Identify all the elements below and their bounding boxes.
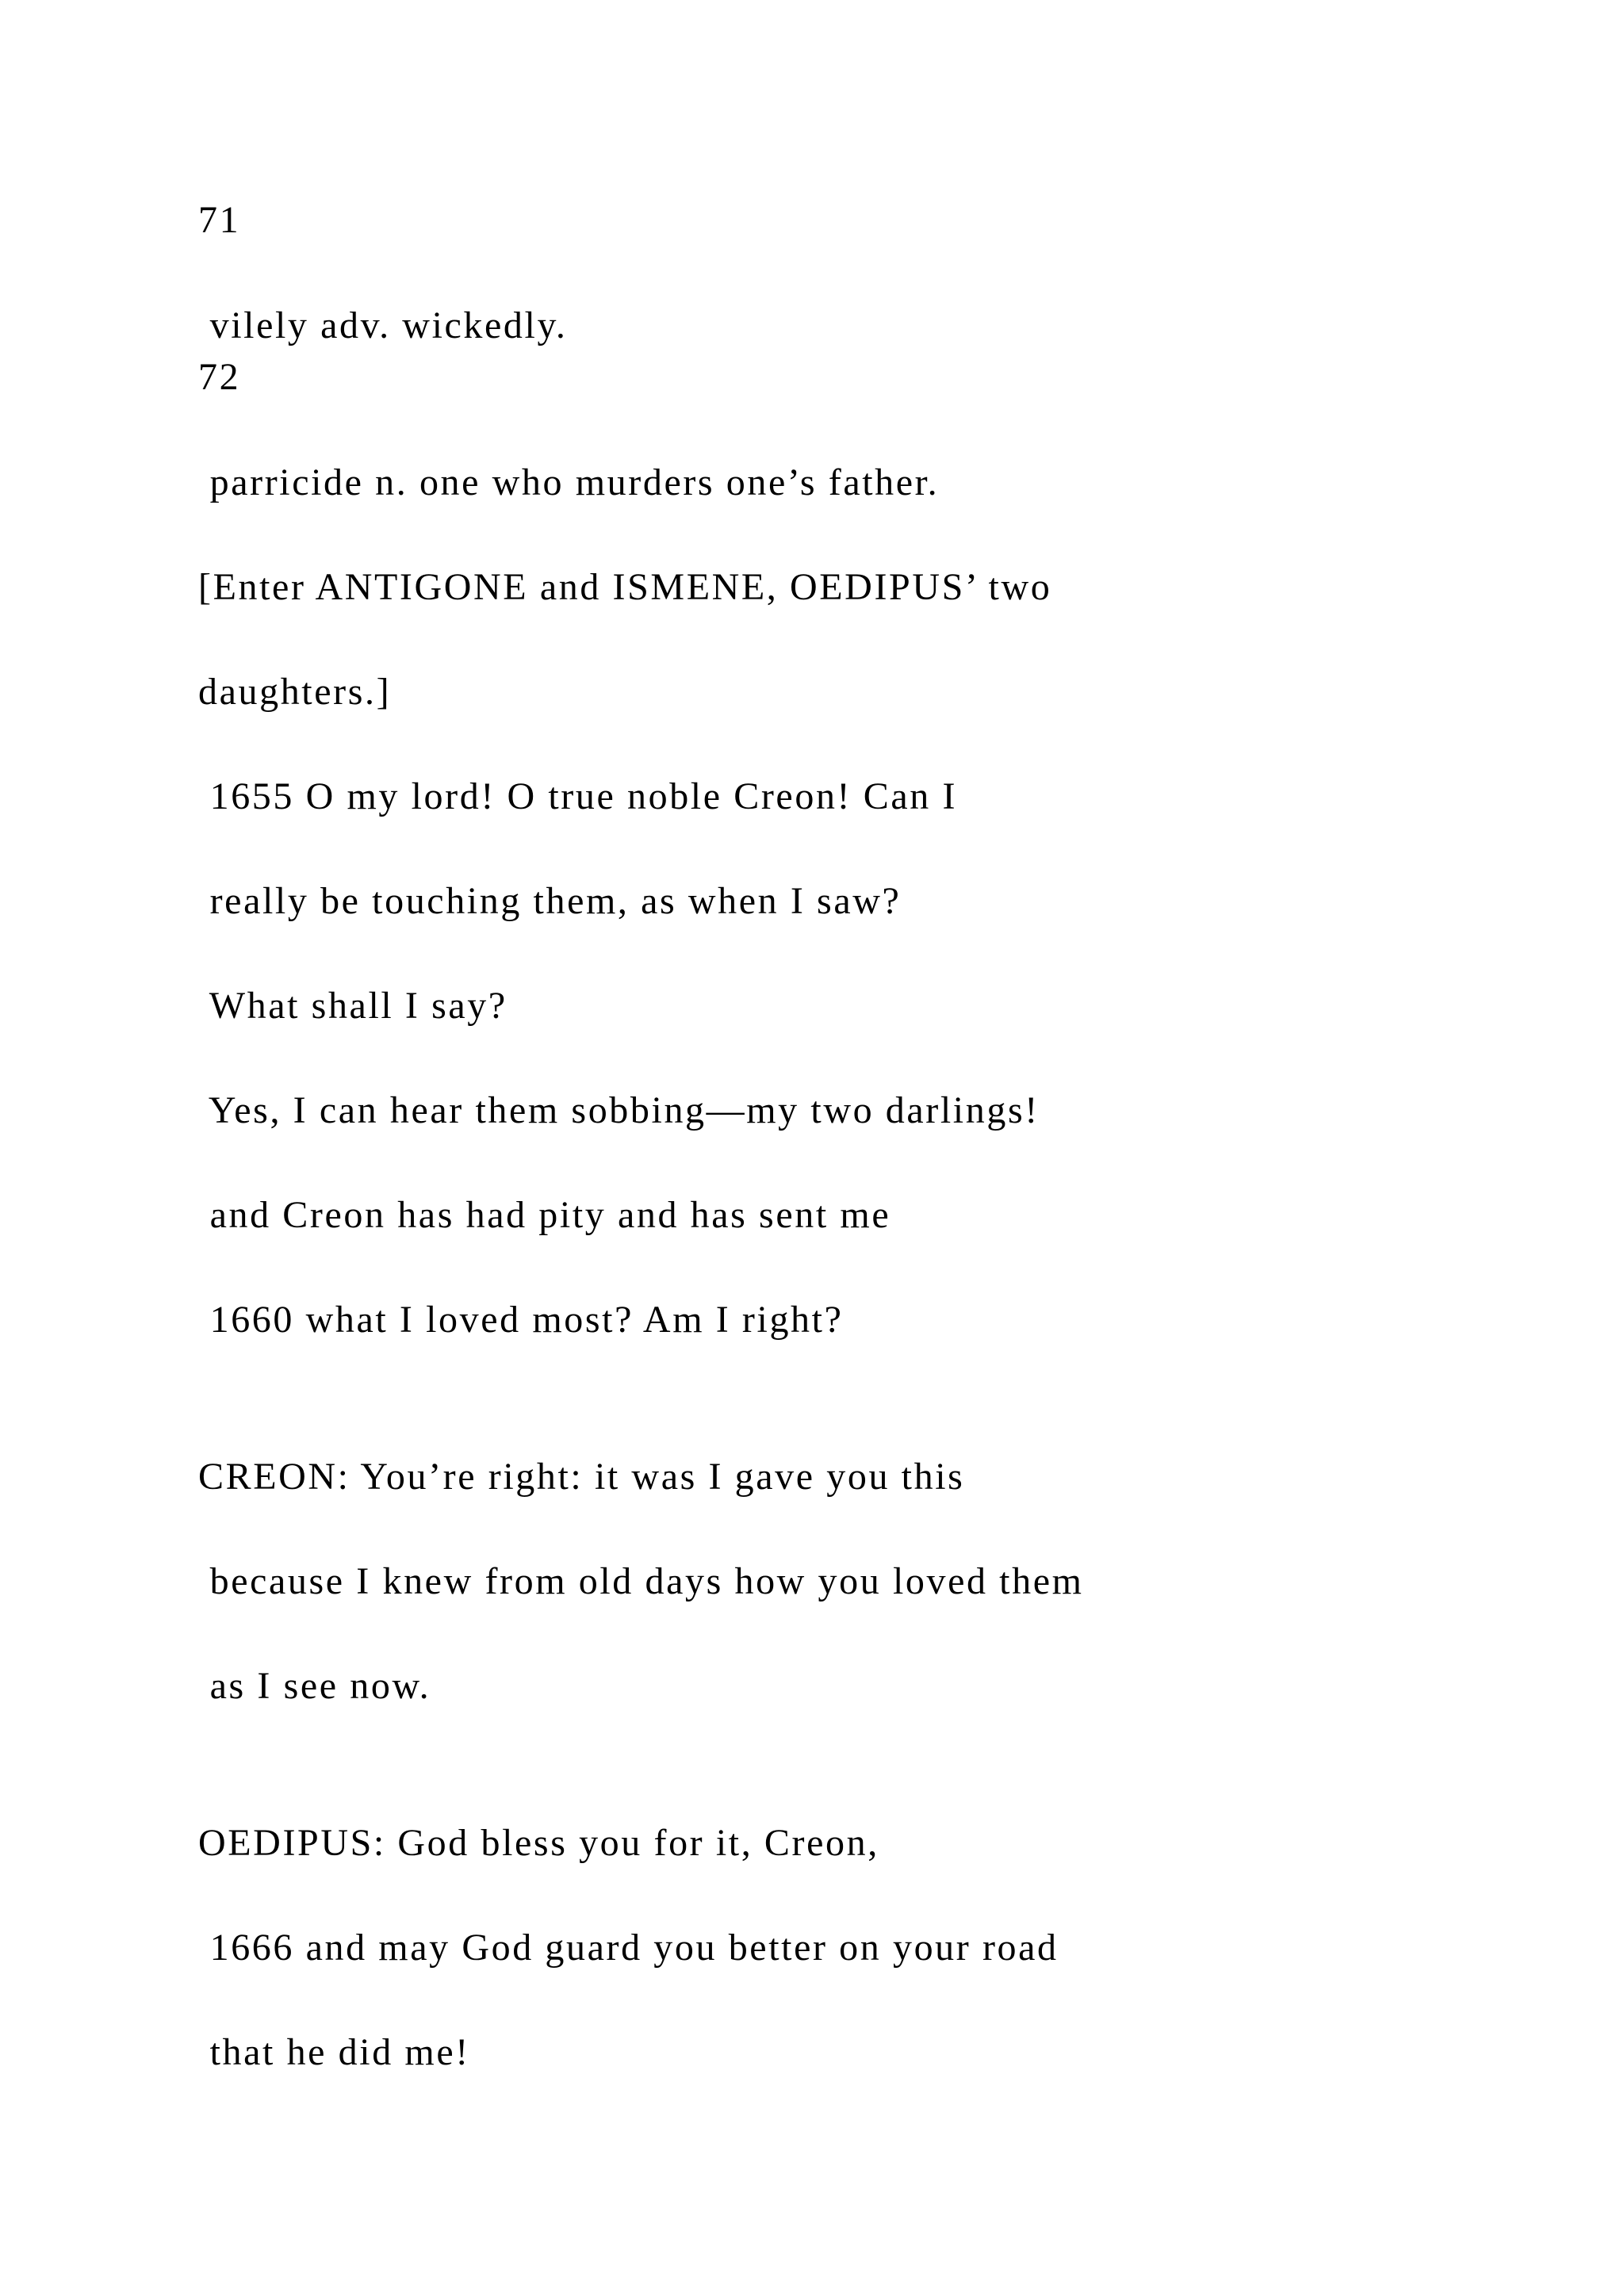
verse-line: and Creon has had pity and has sent me <box>198 1194 891 1236</box>
stage-direction-line: daughters.] <box>198 671 392 713</box>
verse-line: What shall I say? <box>198 985 508 1027</box>
verse-line: 1655 O my lord! O true noble Creon! Can I <box>198 775 958 817</box>
verse-line: as I see now. <box>198 1665 431 1707</box>
footnote-text: vilely adv. wickedly. <box>198 304 568 346</box>
stage-direction-line: [Enter ANTIGONE and ISMENE, OEDIPUS’ two <box>198 566 1052 608</box>
verse-line: 1660 what I loved most? Am I right? <box>198 1299 844 1341</box>
footnote-number: 71 <box>198 199 241 241</box>
footnote-number: 72 <box>198 356 241 398</box>
verse-line: really be touching them, as when I saw? <box>198 880 902 922</box>
footnote-text: parricide n. one who murders one’s father. <box>198 461 940 503</box>
verse-line: that he did me! <box>198 2031 470 2073</box>
speaker-line: OEDIPUS: God bless you for it, Creon, <box>198 1822 879 1864</box>
speaker-line: CREON: You’re right: it was I gave you this <box>198 1456 965 1498</box>
verse-line: because I knew from old days how you loved them <box>198 1560 1084 1602</box>
verse-line: 1666 and may God guard you better on your road <box>198 1927 1059 1969</box>
verse-line: Yes, I can hear them sobbing—my two darlings! <box>198 1089 1040 1131</box>
